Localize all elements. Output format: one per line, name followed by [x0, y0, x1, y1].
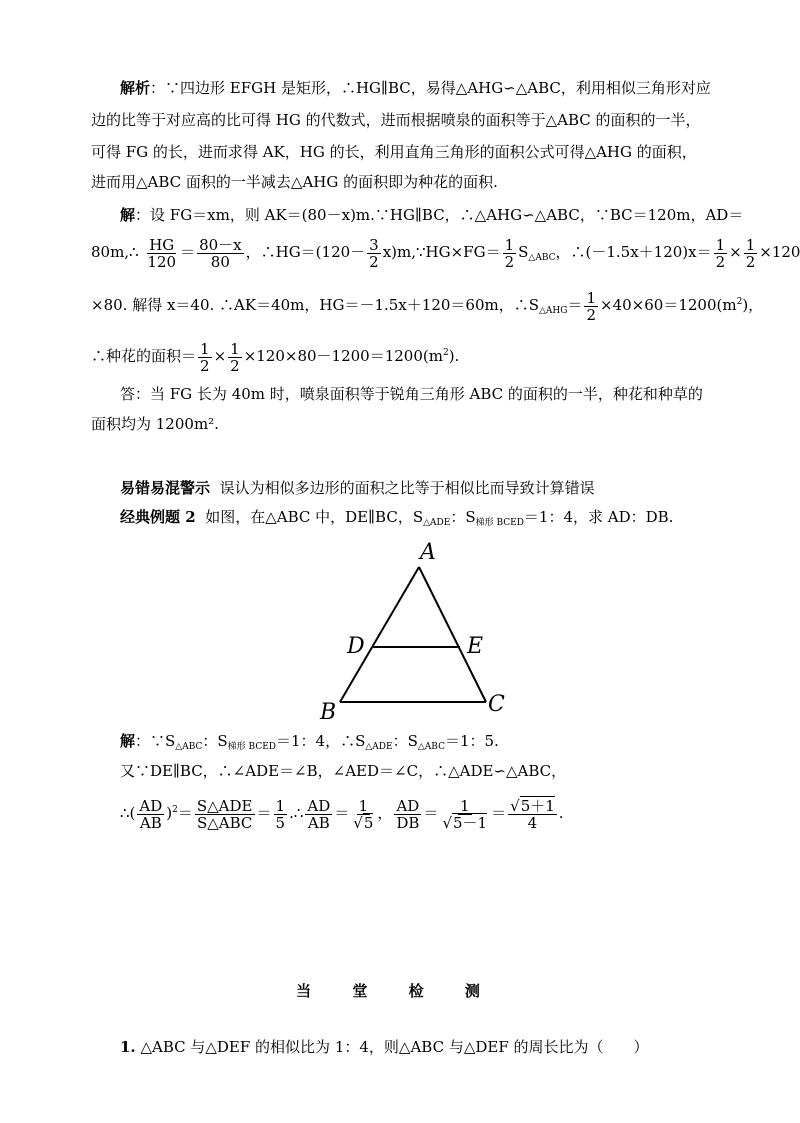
fraction-1-2-e: $\frac{1}{2}$ [200, 339, 210, 375]
answer1-line-2: 面积均为 1200m². [91, 415, 219, 433]
fraction-sade-sabc: $\frac{\text{S△ADE}}{\text{S△ABC}}$ [196, 796, 253, 832]
analysis-line-1: 解析：∵四边形 EFGH 是矩形，∴HG∥BC，易得△AHG∽△ABC，利用相似三角形对应 [120, 79, 711, 97]
fraction-1-root5-minus-1: $\frac{1}{√5-1}$ [442, 796, 488, 832]
example-label: 经典例题 2 [120, 508, 196, 526]
vertex-b-label: B [320, 700, 337, 725]
fraction-1-2-a: $\frac{1}{2}$ [504, 235, 515, 271]
question1-line: 1. △ABC 与△DEF 的相似比为 1：4，则△ABC 与△DEF 的周长比为（ ） [120, 1038, 649, 1056]
answer1-line-1: 答：当 FG 长为 40m 时，喷泉面积等于锐角三角形 ABC 的面积的一半，种花和种草的 [120, 385, 703, 403]
fraction-80x-80: $\frac{80-x}{80}$ [199, 235, 242, 271]
solution2-line-1: 解：$\because S_{\triangle ABC}$：$S_{梯形 BCED}=1$：4，$\therefore S_{\triangle ADE}$：$S_{\triangle ABC}=1$：5. [120, 732, 499, 752]
fraction-ad-ab-a: $\frac{AD}{AB}$ [139, 796, 163, 832]
fraction-root5-plus-1-over-4: $\frac{√5+1}{4}$ [510, 796, 555, 832]
solution2-line-2: 又∵DE∥BC，∴∠ADE＝∠B，∠AED＝∠C，∴△ADE∽△ABC， [120, 762, 567, 780]
analysis-line-4: 进而用△ABC 面积的一半减去△AHG 的面积即为种花的面积. [91, 173, 498, 191]
warning-line: 易错易混警示 误认为相似多边形的面积之比等于相似比而导致计算错误 [120, 479, 595, 497]
example-line: 经典例题 2 如图，在△ABC 中，DE∥BC，$S_{\triangle ADE}$：$S_{梯形 BCED}=1$：4，求 AD：DB. [120, 508, 674, 528]
section-title: 当 堂 检 测 [296, 982, 498, 1000]
vertex-e-label: E [467, 634, 484, 659]
solution1-line-4: ∴种花的面积＝ $\frac{1}{2}$ × $\frac{1}{2}$ $\times 120\times 80-1200=1200(m^2)$. [91, 339, 460, 375]
fraction-3-2: $\frac{3}{2}$ [369, 235, 379, 271]
vertex-c-label: C [488, 692, 505, 717]
fraction-1-5: $\frac{1}{5}$ [275, 796, 286, 832]
fraction-1-2-c: $\frac{1}{2}$ [745, 235, 756, 271]
solution2-label: 解 [120, 732, 136, 750]
fraction-1-root5: $\frac{1}{√5}$ [353, 796, 374, 832]
solution2-line-3: ∴( $\frac{AD}{AB}$ )$^2$＝ $\frac{\text{S△ADE}}{\text{S△ABC}}$ ＝ $\frac{1}{5}$ .∴ $\frac{AD}{AB}$ ＝ $\frac{1}{√5}$ ， $\frac{AD}{DB}$ ＝ $\frac{1}{√5-1}$ ＝ $\frac{√5+1}{4}$ . [120, 796, 564, 832]
solution1-line-1: 解：设 FG＝xm，则 AK＝(80－x)m.∵HG∥BC，∴△AHG∽△ABC，∵BC＝120m，AD＝ [120, 206, 744, 224]
fraction-ad-ab-b: $\frac{AD}{AB}$ [307, 796, 331, 832]
analysis-line-3: 可得 FG 的长，进而求得 AK，HG 的长，利用直角三角形的面积公式可得△AHG 的面积， [91, 143, 697, 161]
warning-label: 易错易混警示 [120, 479, 211, 497]
analysis-label: 解析 [120, 79, 151, 97]
question1-number: 1. [120, 1038, 136, 1056]
vertex-a-label: A [420, 540, 436, 565]
fraction-1-2-b: $\frac{1}{2}$ [715, 235, 726, 271]
triangle-figure [310, 535, 520, 725]
fraction-ad-db: $\frac{AD}{DB}$ [396, 796, 420, 832]
fraction-1-2-f: $\frac{1}{2}$ [230, 339, 240, 375]
vertex-d-label: D [347, 634, 365, 659]
solution1-line-2: 80m,∴ $\frac{HG}{120}$ ＝ $\frac{80-x}{80}$ ，∴HG＝(120－ $\frac{3}{2}$ x)m,∵HG×FG＝ $\frac{1}{2}$ $S_{\triangle ABC}$，∴(－1.5x＋120)x＝ $\frac{1}{2}$ × $\frac{1}{2}$ ×120 [91, 235, 800, 271]
fraction-hg-120: $\frac{HG}{120}$ [147, 235, 177, 271]
solution1-label: 解 [120, 206, 136, 224]
solution1-line-3: ×80. 解得 x＝40. ∴AK＝40m，HG＝－1.5x＋120＝60m，$\therefore S_{\triangle AHG}=$ $\frac{1}{2}$ $\times 40\times 60=1200(m^2)$， [91, 288, 764, 324]
analysis-line-2: 边的比等于对应高的比可得 HG 的代数式，进而根据喷泉的面积等于△ABC 的面积的一半， [91, 111, 701, 129]
fraction-1-2-d: $\frac{1}{2}$ [586, 288, 597, 324]
